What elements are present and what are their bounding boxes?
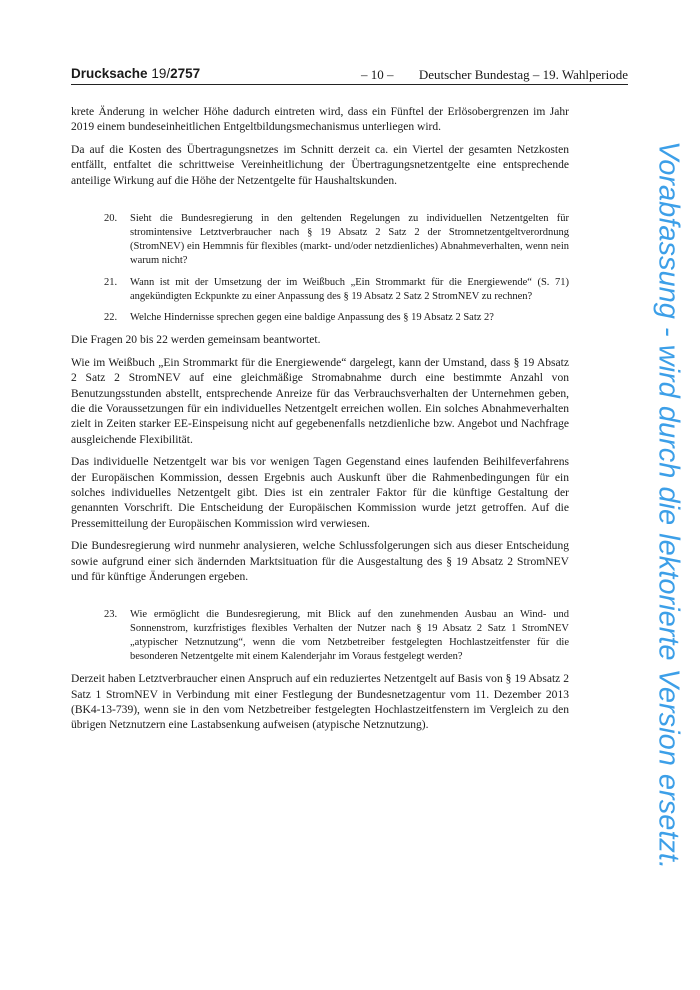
question-number: 23. bbox=[104, 609, 118, 621]
question-text: Wann ist mit der Umsetzung der im Weißbuch „Ein Strommarkt für die Energiewende“ (S. 71) angekündigten Eckpunkte zu einer Anpassung des § 19 Absatz 2 Satz 2 StromNEV zu rechnen? bbox=[130, 276, 569, 302]
question-number: 20. bbox=[104, 213, 118, 225]
question-item bbox=[71, 608, 569, 664]
paragraph-2: Da auf die Kosten des Übertragungsnetzes im Schnitt derzeit ca. ein Viertel der gesamten Netzkosten entfällt, entfaltet die schrittweise Vereinheitlichung der Übertragungsnetzentgelte eine entsprechende anteilige Wirkung auf die Höhe der Netzentgelte für Haushaltskunden. bbox=[71, 143, 569, 187]
paragraph-1: krete Änderung in welcher Höhe dadurch eintreten wird, dass ein Fünftel der Erlösobergrenzen im Jahr 2019 einem bundeseinheitlichen Entgeltbildungsmechanismus unterliegen wird. bbox=[71, 106, 569, 134]
page-header bbox=[71, 66, 628, 85]
question-text: Welche Hindernisse sprechen gegen eine baldige Anpassung des § 19 Absatz 2 Satz 2? bbox=[130, 312, 494, 324]
document-label: Drucksache bbox=[71, 66, 148, 81]
question-number: 22. bbox=[104, 312, 118, 324]
document-number-prefix: 19/ bbox=[151, 66, 171, 81]
question-text: Wie ermöglicht die Bundesregierung, mit Blick auf den zunehmenden Ausbau an Wind- und Sonnenstrom, kurzfristiges flexibles Verhalten der Nutzer nach § 19 Absatz 2 Satz 1 StromNEV „atypischer Netznutzung“, wenn die vom Netzbetreiber festgelegten Hochlastzeitfenster für die besonderen Netzentgelte mit einem Kalenderjahr im Voraus festgelegt werden? bbox=[130, 609, 569, 663]
document-body bbox=[71, 105, 569, 741]
header-institution: Deutscher Bundestag – 19. Wahlperiode bbox=[418, 67, 628, 82]
paragraph-3: Die Fragen 20 bis 22 werden gemeinsam beantwortet. bbox=[71, 334, 321, 347]
question-item bbox=[71, 212, 569, 268]
document-number bbox=[71, 66, 200, 81]
paragraph-5: Das individuelle Netzentgelt war bis vor wenigen Tagen Gegenstand eines laufenden Beihilfeverfahrens der Europäischen Kommission, dessen Ergebnis auch Auskunft über die Rahmenbedingungen für ein solches individuelles Netzentgelt gibt. Dies ist ein zentraler Faktor für die künftige Gestaltung der genannten Vorschrift. Die Entscheidung der Europäischen Kommission wurde jetzt getroffen. Auf die Pressemitteilung der Europäischen Kommission wird verwiesen. bbox=[71, 456, 569, 530]
document-number-main: 2757 bbox=[170, 66, 201, 81]
question-block-1 bbox=[71, 212, 569, 325]
paragraph-4: Wie im Weißbuch „Ein Strommarkt für die Energiewende“ dargelegt, kann der Umstand, dass § 19 Absatz 2 Satz 2 StromNEV auf eine gleichmäßige Stromabnahme durch eine bestimmte Anzahl von Benutzungsstunden abstellt, entsprechende Anreize für das Verbrauchsverhalten der Unternehmen geben, die die Voraussetzungen für ein individuelles Netzentgelt erreichen wollen. Ein solches Abnahmeverhalten zielt in Zeiten starker EE-Einspeisung nicht auf gegebenenfalls netzdienliche bzw. Angebot und Nachfrage ausgleichende Flexibilität. bbox=[71, 356, 569, 446]
question-item bbox=[71, 276, 569, 304]
question-number: 21. bbox=[104, 276, 118, 288]
paragraph-6: Die Bundesregierung wird nunmehr analysieren, welche Schlussfolgerungen sich aus dieser Entscheidung sowie aufgrund einer sich ändernden Marktsituation für die Ausgestaltung des § 19 Absatz 2 StromNEV und für künftige Änderungen ergeben. bbox=[71, 540, 569, 584]
draft-watermark bbox=[648, 110, 688, 900]
question-block-2 bbox=[71, 608, 569, 664]
paragraph-7: Derzeit haben Letztverbraucher einen Anspruch auf ein reduziertes Netzentgelt auf Basis von § 19 Absatz 2 Satz 1 StromNEV in Verbindung mit einer Festlegung der Bundesnetzagentur vom 11. Dezember 2013 (BK4-13-739), wenn sie in den vom Netzbetreiber festgelegten Hochlastzeitfenstern im Vergleich zu den übrigen Netznutzern eine Lastabsenkung aufweisen (atypische Netznutzung). bbox=[71, 673, 569, 732]
question-item bbox=[71, 311, 569, 325]
watermark-text: Vorabfassung - wird durch die lektorierte Version ersetzt. bbox=[652, 140, 685, 870]
question-text: Sieht die Bundesregierung in den geltenden Regelungen zu individuellen Netzentgelten für stromintensive Letztverbraucher nach § 19 Absatz 2 Satz 2 der Stromnetzentgeltverordnung (StromNEV) ein Hemmnis für flexibles (markt- und/oder netzdienliches) Abnahmeverhalten, wenn nein warum nicht? bbox=[130, 213, 569, 266]
page-number: – 10 – bbox=[361, 67, 394, 82]
